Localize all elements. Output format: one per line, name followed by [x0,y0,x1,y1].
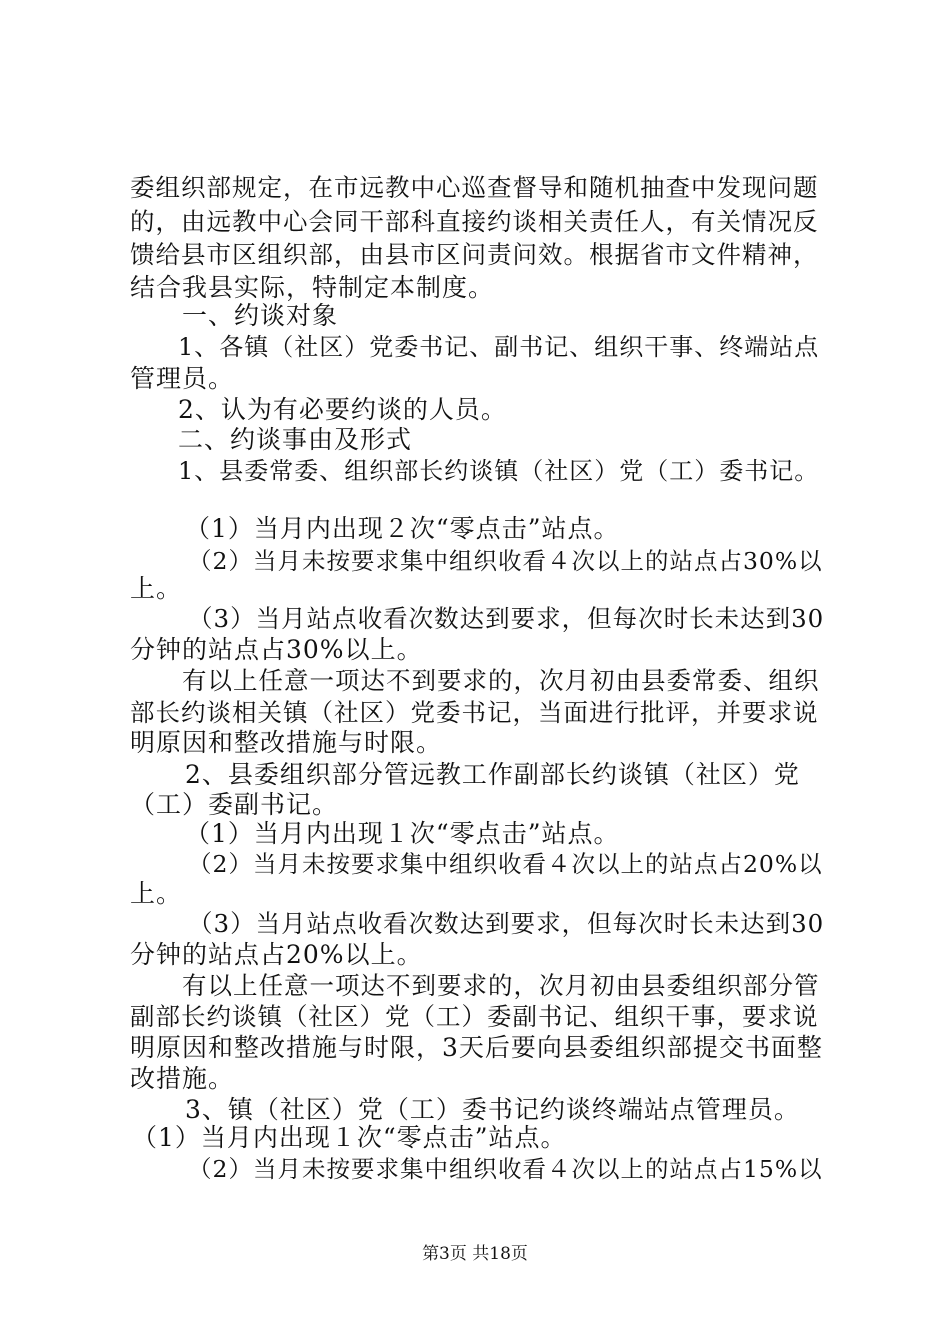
text-line: 有以上任意一项达不到要求的，次月初由县委组织部分管 [182,971,820,1000]
text-line: 上。 [130,879,183,908]
text-line: （2）当月未按要求集中组织收看４次以上的站点占30%以 [188,547,823,575]
text-line: 3、镇（社区）党（工）委书记约谈终端站点管理员。 [185,1095,800,1124]
text-line: （1）当月内出现１次“零点击”站点。 [185,819,620,848]
text-line: （1）当月内出现２次“零点击”站点。 [185,514,620,543]
text-line: 2、认为有必要约谈的人员。 [178,395,507,424]
text-line: 有以上任意一项达不到要求的，次月初由县委常委、组织 [182,666,820,695]
text-line: （2）当月未按要求集中组织收看４次以上的站点占15%以 [188,1155,823,1183]
text-line: 2、县委组织部分管远教工作副部长约谈镇（社区）党 [185,760,800,789]
text-line: （3）当月站点收看次数达到要求，但每次时长未达到30 [188,909,825,938]
text-line: 馈给县市区组织部，由县市区问责问效。根据省市文件精神， [130,240,819,269]
page-number-footer: 第3页 共18页 [422,1244,528,1264]
text-line: 结合我县实际，特制定本制度。 [130,273,495,302]
text-line: （2）当月未按要求集中组织收看４次以上的站点占20%以 [188,850,823,878]
section-heading: 二、约谈事由及形式 [178,425,413,454]
text-line: 管理员。 [130,364,235,393]
text-line: 分钟的站点占20%以上。 [130,940,423,969]
text-line: （1）当月内出现１次“零点击”站点。 [132,1123,567,1152]
text-line: 1、各镇（社区）党委书记、副书记、组织干事、终端站点 [178,333,820,361]
text-line: 明原因和整改措施与时限，3天后要向县委组织部提交书面整 [130,1033,823,1062]
section-heading: 一、约谈对象 [182,301,339,330]
text-line: （工）委副书记。 [130,790,339,819]
text-line: 的，由远教中心会同干部科直接约谈相关责任人，有关情况反 [130,207,819,236]
text-line: 改措施。 [130,1064,235,1093]
text-line: 委组织部规定，在市远教中心巡查督导和随机抽查中发现问题 [130,173,819,202]
text-line: 部长约谈相关镇（社区）党委书记，当面进行批评，并要求说 [130,698,819,727]
text-line: 明原因和整改措施与时限。 [130,728,443,757]
text-line: 分钟的站点占30%以上。 [130,635,423,664]
text-line: 上。 [130,574,183,603]
text-line: 1、县委常委、组织部长约谈镇（社区）党（工）委书记。 [178,457,820,485]
text-line: 副部长约谈镇（社区）党（工）委副书记、组织干事，要求说 [130,1002,819,1031]
text-line: （3）当月站点收看次数达到要求，但每次时长未达到30 [188,604,825,633]
